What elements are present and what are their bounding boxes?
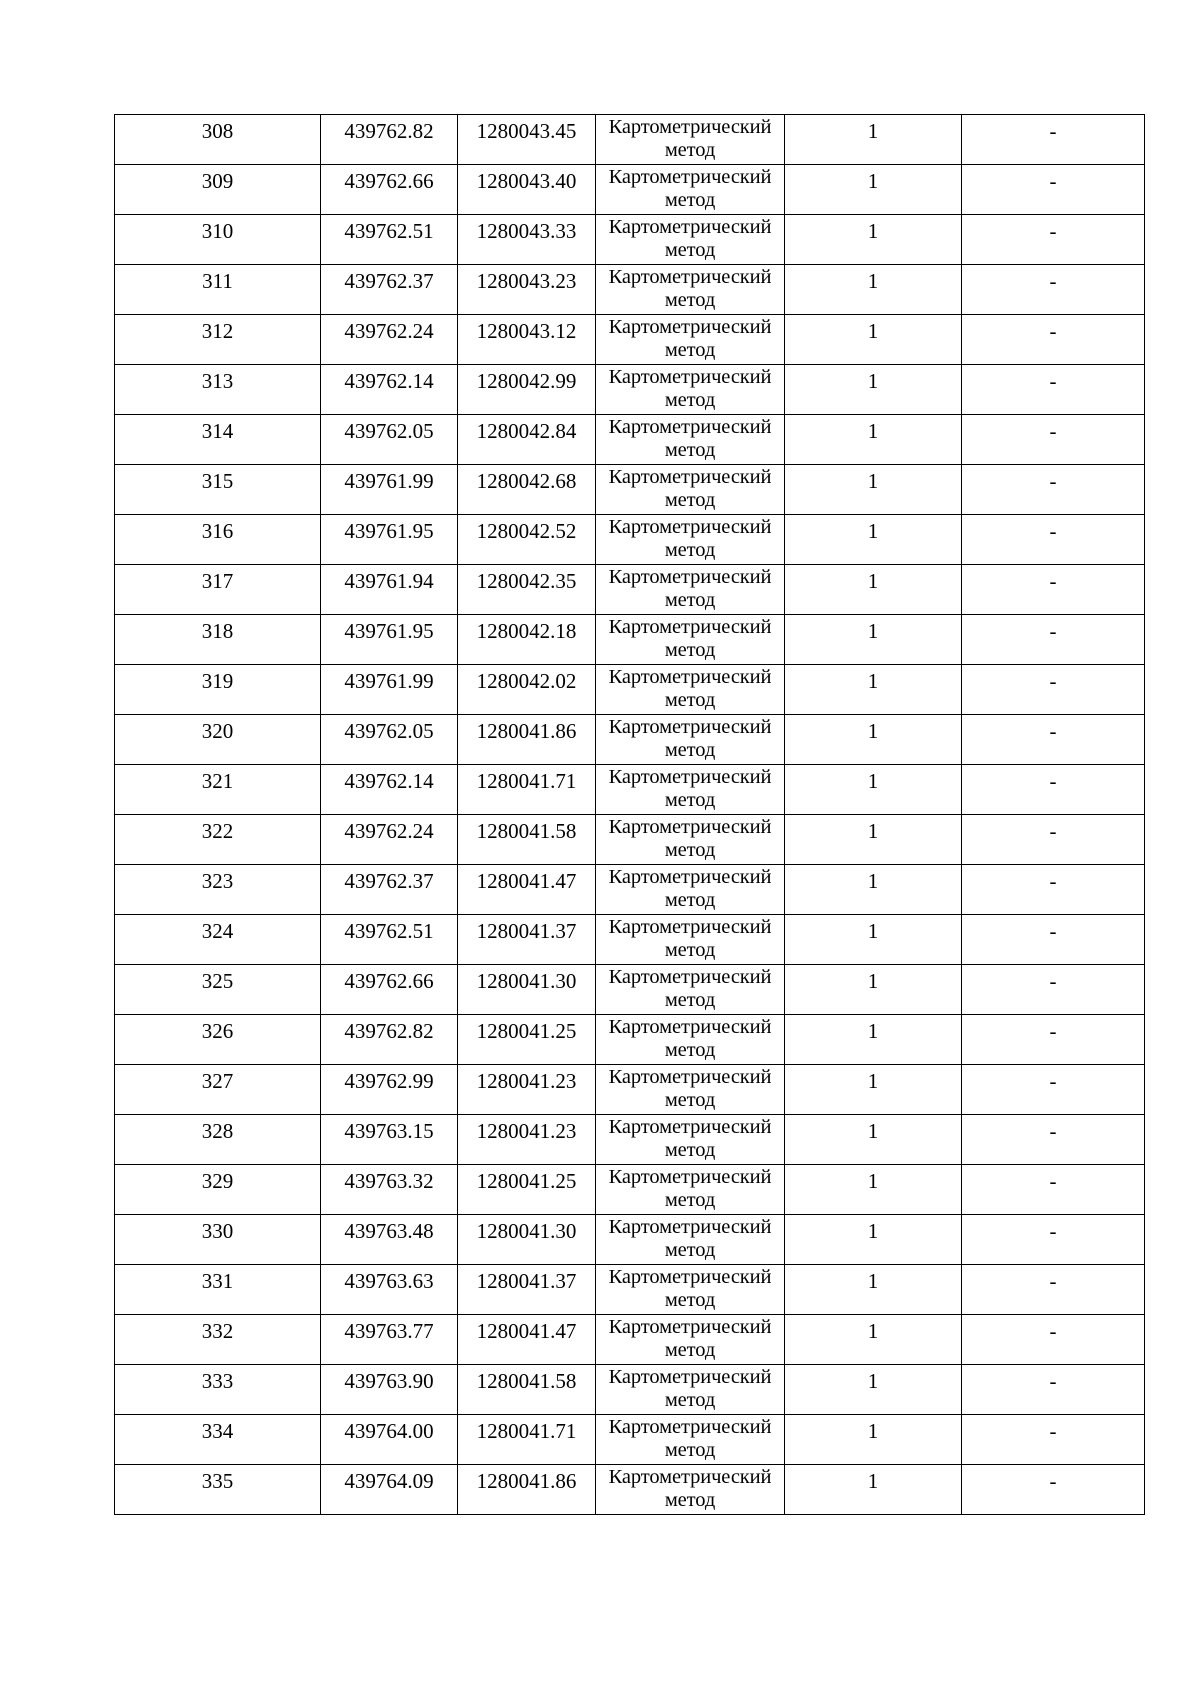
x-coordinate-cell: 439762.24 — [321, 815, 458, 865]
x-coordinate-cell: 439762.14 — [321, 365, 458, 415]
x-coordinate-cell: 439762.05 — [321, 715, 458, 765]
method-line-1: Картометрический — [608, 1416, 772, 1438]
x-coordinate-cell: 439762.14 — [321, 765, 458, 815]
y-coordinate-cell: 1280043.45 — [458, 115, 596, 165]
point-number-cell: 331 — [115, 1265, 321, 1315]
table-row — [115, 565, 1145, 615]
x-coordinate-cell: 439764.09 — [321, 1465, 458, 1515]
accuracy-cell: 1 — [785, 1365, 962, 1415]
accuracy-cell: 1 — [785, 215, 962, 265]
method-cell — [596, 565, 785, 615]
method-line-1: Картометрический — [608, 816, 772, 838]
method-line-2: метод — [664, 1039, 716, 1061]
method-cell — [596, 165, 785, 215]
table-row — [115, 915, 1145, 965]
method-line-2: метод — [664, 589, 716, 611]
method-line-1: Картометрический — [608, 1366, 772, 1388]
point-number-cell: 328 — [115, 1115, 321, 1165]
note-cell: - — [962, 765, 1145, 815]
note-cell: - — [962, 115, 1145, 165]
method-line-1: Картометрический — [608, 216, 772, 238]
method-cell — [596, 465, 785, 515]
note-cell: - — [962, 865, 1145, 915]
x-coordinate-cell: 439762.66 — [321, 965, 458, 1015]
y-coordinate-cell: 1280041.47 — [458, 1315, 596, 1365]
table-row — [115, 865, 1145, 915]
accuracy-cell: 1 — [785, 615, 962, 665]
table-row — [115, 215, 1145, 265]
method-line-1: Картометрический — [608, 1216, 772, 1238]
method-cell — [596, 965, 785, 1015]
method-cell — [596, 1365, 785, 1415]
x-coordinate-cell: 439762.51 — [321, 215, 458, 265]
method-cell — [596, 515, 785, 565]
note-cell: - — [962, 265, 1145, 315]
table-row — [115, 615, 1145, 665]
note-cell: - — [962, 1215, 1145, 1265]
method-line-2: метод — [664, 1139, 716, 1161]
method-line-1: Картометрический — [608, 666, 772, 688]
table-row — [115, 1365, 1145, 1415]
method-line-2: метод — [664, 289, 716, 311]
table-row — [115, 1065, 1145, 1115]
table-row — [115, 315, 1145, 365]
accuracy-cell: 1 — [785, 415, 962, 465]
x-coordinate-cell: 439763.63 — [321, 1265, 458, 1315]
method-cell — [596, 315, 785, 365]
method-cell — [596, 715, 785, 765]
coordinates-table-body — [115, 115, 1145, 1515]
accuracy-cell: 1 — [785, 1015, 962, 1065]
method-cell — [596, 265, 785, 315]
table-row — [115, 1415, 1145, 1465]
y-coordinate-cell: 1280041.25 — [458, 1015, 596, 1065]
point-number-cell: 312 — [115, 315, 321, 365]
method-line-2: метод — [664, 1389, 716, 1411]
method-line-1: Картометрический — [608, 766, 772, 788]
accuracy-cell: 1 — [785, 915, 962, 965]
method-cell — [596, 665, 785, 715]
accuracy-cell: 1 — [785, 815, 962, 865]
method-line-1: Картометрический — [608, 716, 772, 738]
accuracy-cell: 1 — [785, 1265, 962, 1315]
y-coordinate-cell: 1280043.40 — [458, 165, 596, 215]
method-cell — [596, 1015, 785, 1065]
method-line-2: метод — [664, 489, 716, 511]
point-number-cell: 325 — [115, 965, 321, 1015]
method-line-2: метод — [664, 739, 716, 761]
x-coordinate-cell: 439761.99 — [321, 665, 458, 715]
note-cell: - — [962, 1365, 1145, 1415]
y-coordinate-cell: 1280041.71 — [458, 1415, 596, 1465]
method-cell — [596, 1215, 785, 1265]
note-cell: - — [962, 815, 1145, 865]
point-number-cell: 316 — [115, 515, 321, 565]
method-line-2: метод — [664, 889, 716, 911]
point-number-cell: 317 — [115, 565, 321, 615]
table-row — [115, 1465, 1145, 1515]
note-cell: - — [962, 515, 1145, 565]
table-row — [115, 665, 1145, 715]
method-line-2: метод — [664, 789, 716, 811]
x-coordinate-cell: 439762.66 — [321, 165, 458, 215]
note-cell: - — [962, 1315, 1145, 1365]
method-cell — [596, 1115, 785, 1165]
method-cell — [596, 415, 785, 465]
y-coordinate-cell: 1280043.33 — [458, 215, 596, 265]
accuracy-cell: 1 — [785, 665, 962, 715]
y-coordinate-cell: 1280041.58 — [458, 1365, 596, 1415]
method-line-1: Картометрический — [608, 416, 772, 438]
method-line-1: Картометрический — [608, 1016, 772, 1038]
x-coordinate-cell: 439762.37 — [321, 265, 458, 315]
method-line-2: метод — [664, 1089, 716, 1111]
table-row — [115, 265, 1145, 315]
table-row — [115, 1215, 1145, 1265]
method-cell — [596, 615, 785, 665]
y-coordinate-cell: 1280041.25 — [458, 1165, 596, 1215]
point-number-cell: 320 — [115, 715, 321, 765]
point-number-cell: 327 — [115, 1065, 321, 1115]
method-cell — [596, 215, 785, 265]
note-cell: - — [962, 915, 1145, 965]
note-cell: - — [962, 1115, 1145, 1165]
table-row — [115, 1115, 1145, 1165]
accuracy-cell: 1 — [785, 865, 962, 915]
method-line-1: Картометрический — [608, 516, 772, 538]
y-coordinate-cell: 1280042.02 — [458, 665, 596, 715]
table-row — [115, 965, 1145, 1015]
method-line-1: Картометрический — [608, 616, 772, 638]
accuracy-cell: 1 — [785, 765, 962, 815]
x-coordinate-cell: 439761.94 — [321, 565, 458, 615]
y-coordinate-cell: 1280042.84 — [458, 415, 596, 465]
y-coordinate-cell: 1280041.71 — [458, 765, 596, 815]
method-line-2: метод — [664, 239, 716, 261]
point-number-cell: 318 — [115, 615, 321, 665]
accuracy-cell: 1 — [785, 715, 962, 765]
accuracy-cell: 1 — [785, 1215, 962, 1265]
x-coordinate-cell: 439763.48 — [321, 1215, 458, 1265]
y-coordinate-cell: 1280041.37 — [458, 915, 596, 965]
table-row — [115, 1015, 1145, 1065]
method-line-2: метод — [664, 1439, 716, 1461]
point-number-cell: 310 — [115, 215, 321, 265]
point-number-cell: 319 — [115, 665, 321, 715]
accuracy-cell: 1 — [785, 1315, 962, 1365]
x-coordinate-cell: 439762.37 — [321, 865, 458, 915]
note-cell: - — [962, 1165, 1145, 1215]
accuracy-cell: 1 — [785, 1415, 962, 1465]
method-line-1: Картометрический — [608, 1066, 772, 1088]
method-cell — [596, 1315, 785, 1365]
point-number-cell: 334 — [115, 1415, 321, 1465]
method-line-2: метод — [664, 639, 716, 661]
method-line-2: метод — [664, 189, 716, 211]
point-number-cell: 326 — [115, 1015, 321, 1065]
point-number-cell: 321 — [115, 765, 321, 815]
method-cell — [596, 1265, 785, 1315]
point-number-cell: 309 — [115, 165, 321, 215]
method-cell — [596, 365, 785, 415]
point-number-cell: 335 — [115, 1465, 321, 1515]
method-line-1: Картометрический — [608, 1166, 772, 1188]
note-cell: - — [962, 465, 1145, 515]
point-number-cell: 333 — [115, 1365, 321, 1415]
note-cell: - — [962, 565, 1145, 615]
accuracy-cell: 1 — [785, 315, 962, 365]
accuracy-cell: 1 — [785, 115, 962, 165]
y-coordinate-cell: 1280042.99 — [458, 365, 596, 415]
method-cell — [596, 815, 785, 865]
method-line-1: Картометрический — [608, 316, 772, 338]
x-coordinate-cell: 439761.95 — [321, 615, 458, 665]
x-coordinate-cell: 439762.05 — [321, 415, 458, 465]
x-coordinate-cell: 439761.99 — [321, 465, 458, 515]
point-number-cell: 315 — [115, 465, 321, 515]
method-line-2: метод — [664, 1489, 716, 1511]
accuracy-cell: 1 — [785, 465, 962, 515]
method-line-1: Картометрический — [608, 966, 772, 988]
method-line-2: метод — [664, 1339, 716, 1361]
method-cell — [596, 1165, 785, 1215]
y-coordinate-cell: 1280042.18 — [458, 615, 596, 665]
table-row — [115, 465, 1145, 515]
y-coordinate-cell: 1280041.86 — [458, 715, 596, 765]
method-cell — [596, 115, 785, 165]
method-line-2: метод — [664, 339, 716, 361]
x-coordinate-cell: 439761.95 — [321, 515, 458, 565]
note-cell: - — [962, 615, 1145, 665]
note-cell: - — [962, 715, 1145, 765]
y-coordinate-cell: 1280042.68 — [458, 465, 596, 515]
y-coordinate-cell: 1280041.86 — [458, 1465, 596, 1515]
accuracy-cell: 1 — [785, 1065, 962, 1115]
point-number-cell: 314 — [115, 415, 321, 465]
y-coordinate-cell: 1280041.37 — [458, 1265, 596, 1315]
method-line-1: Картометрический — [608, 116, 772, 138]
note-cell: - — [962, 365, 1145, 415]
method-line-2: метод — [664, 839, 716, 861]
table-row — [115, 1265, 1145, 1315]
method-line-2: метод — [664, 1189, 716, 1211]
method-cell — [596, 915, 785, 965]
method-cell — [596, 1465, 785, 1515]
point-number-cell: 311 — [115, 265, 321, 315]
method-cell — [596, 865, 785, 915]
method-line-2: метод — [664, 389, 716, 411]
x-coordinate-cell: 439762.51 — [321, 915, 458, 965]
accuracy-cell: 1 — [785, 965, 962, 1015]
note-cell: - — [962, 665, 1145, 715]
x-coordinate-cell: 439763.77 — [321, 1315, 458, 1365]
method-line-1: Картометрический — [608, 916, 772, 938]
note-cell: - — [962, 1465, 1145, 1515]
method-line-1: Картометрический — [608, 1266, 772, 1288]
x-coordinate-cell: 439762.82 — [321, 1015, 458, 1065]
point-number-cell: 308 — [115, 115, 321, 165]
method-line-2: метод — [664, 439, 716, 461]
method-line-1: Картометрический — [608, 1316, 772, 1338]
note-cell: - — [962, 1265, 1145, 1315]
point-number-cell: 324 — [115, 915, 321, 965]
method-line-2: метод — [664, 139, 716, 161]
table-row — [115, 815, 1145, 865]
accuracy-cell: 1 — [785, 165, 962, 215]
y-coordinate-cell: 1280042.52 — [458, 515, 596, 565]
x-coordinate-cell: 439762.99 — [321, 1065, 458, 1115]
accuracy-cell: 1 — [785, 1165, 962, 1215]
note-cell: - — [962, 215, 1145, 265]
method-cell — [596, 765, 785, 815]
y-coordinate-cell: 1280041.58 — [458, 815, 596, 865]
method-line-2: метод — [664, 989, 716, 1011]
accuracy-cell: 1 — [785, 365, 962, 415]
method-line-1: Картометрический — [608, 566, 772, 588]
table-row — [115, 365, 1145, 415]
method-line-1: Картометрический — [608, 1116, 772, 1138]
point-number-cell: 330 — [115, 1215, 321, 1265]
method-line-1: Картометрический — [608, 466, 772, 488]
point-number-cell: 313 — [115, 365, 321, 415]
table-row — [115, 765, 1145, 815]
x-coordinate-cell: 439764.00 — [321, 1415, 458, 1465]
method-line-1: Картометрический — [608, 366, 772, 388]
note-cell: - — [962, 415, 1145, 465]
table-row — [115, 1165, 1145, 1215]
method-line-2: метод — [664, 939, 716, 961]
y-coordinate-cell: 1280041.23 — [458, 1065, 596, 1115]
y-coordinate-cell: 1280041.30 — [458, 1215, 596, 1265]
note-cell: - — [962, 1065, 1145, 1115]
point-number-cell: 329 — [115, 1165, 321, 1215]
coordinates-table — [114, 114, 1145, 1515]
y-coordinate-cell: 1280043.23 — [458, 265, 596, 315]
method-line-2: метод — [664, 539, 716, 561]
accuracy-cell: 1 — [785, 565, 962, 615]
method-cell — [596, 1415, 785, 1465]
accuracy-cell: 1 — [785, 265, 962, 315]
note-cell: - — [962, 315, 1145, 365]
note-cell: - — [962, 1415, 1145, 1465]
y-coordinate-cell: 1280041.47 — [458, 865, 596, 915]
x-coordinate-cell: 439763.90 — [321, 1365, 458, 1415]
method-line-1: Картометрический — [608, 866, 772, 888]
point-number-cell: 322 — [115, 815, 321, 865]
y-coordinate-cell: 1280041.30 — [458, 965, 596, 1015]
method-line-2: метод — [664, 689, 716, 711]
method-cell — [596, 1065, 785, 1115]
point-number-cell: 332 — [115, 1315, 321, 1365]
table-row — [115, 1315, 1145, 1365]
table-row — [115, 115, 1145, 165]
accuracy-cell: 1 — [785, 515, 962, 565]
x-coordinate-cell: 439762.24 — [321, 315, 458, 365]
y-coordinate-cell: 1280042.35 — [458, 565, 596, 615]
y-coordinate-cell: 1280043.12 — [458, 315, 596, 365]
method-line-1: Картометрический — [608, 166, 772, 188]
y-coordinate-cell: 1280041.23 — [458, 1115, 596, 1165]
method-line-2: метод — [664, 1289, 716, 1311]
note-cell: - — [962, 1015, 1145, 1065]
table-row — [115, 165, 1145, 215]
x-coordinate-cell: 439763.15 — [321, 1115, 458, 1165]
table-row — [115, 515, 1145, 565]
method-line-1: Картометрический — [608, 1466, 772, 1488]
x-coordinate-cell: 439762.82 — [321, 115, 458, 165]
x-coordinate-cell: 439763.32 — [321, 1165, 458, 1215]
method-line-1: Картометрический — [608, 266, 772, 288]
note-cell: - — [962, 965, 1145, 1015]
table-row — [115, 415, 1145, 465]
accuracy-cell: 1 — [785, 1115, 962, 1165]
method-line-2: метод — [664, 1239, 716, 1261]
accuracy-cell: 1 — [785, 1465, 962, 1515]
table-row — [115, 715, 1145, 765]
point-number-cell: 323 — [115, 865, 321, 915]
note-cell: - — [962, 165, 1145, 215]
